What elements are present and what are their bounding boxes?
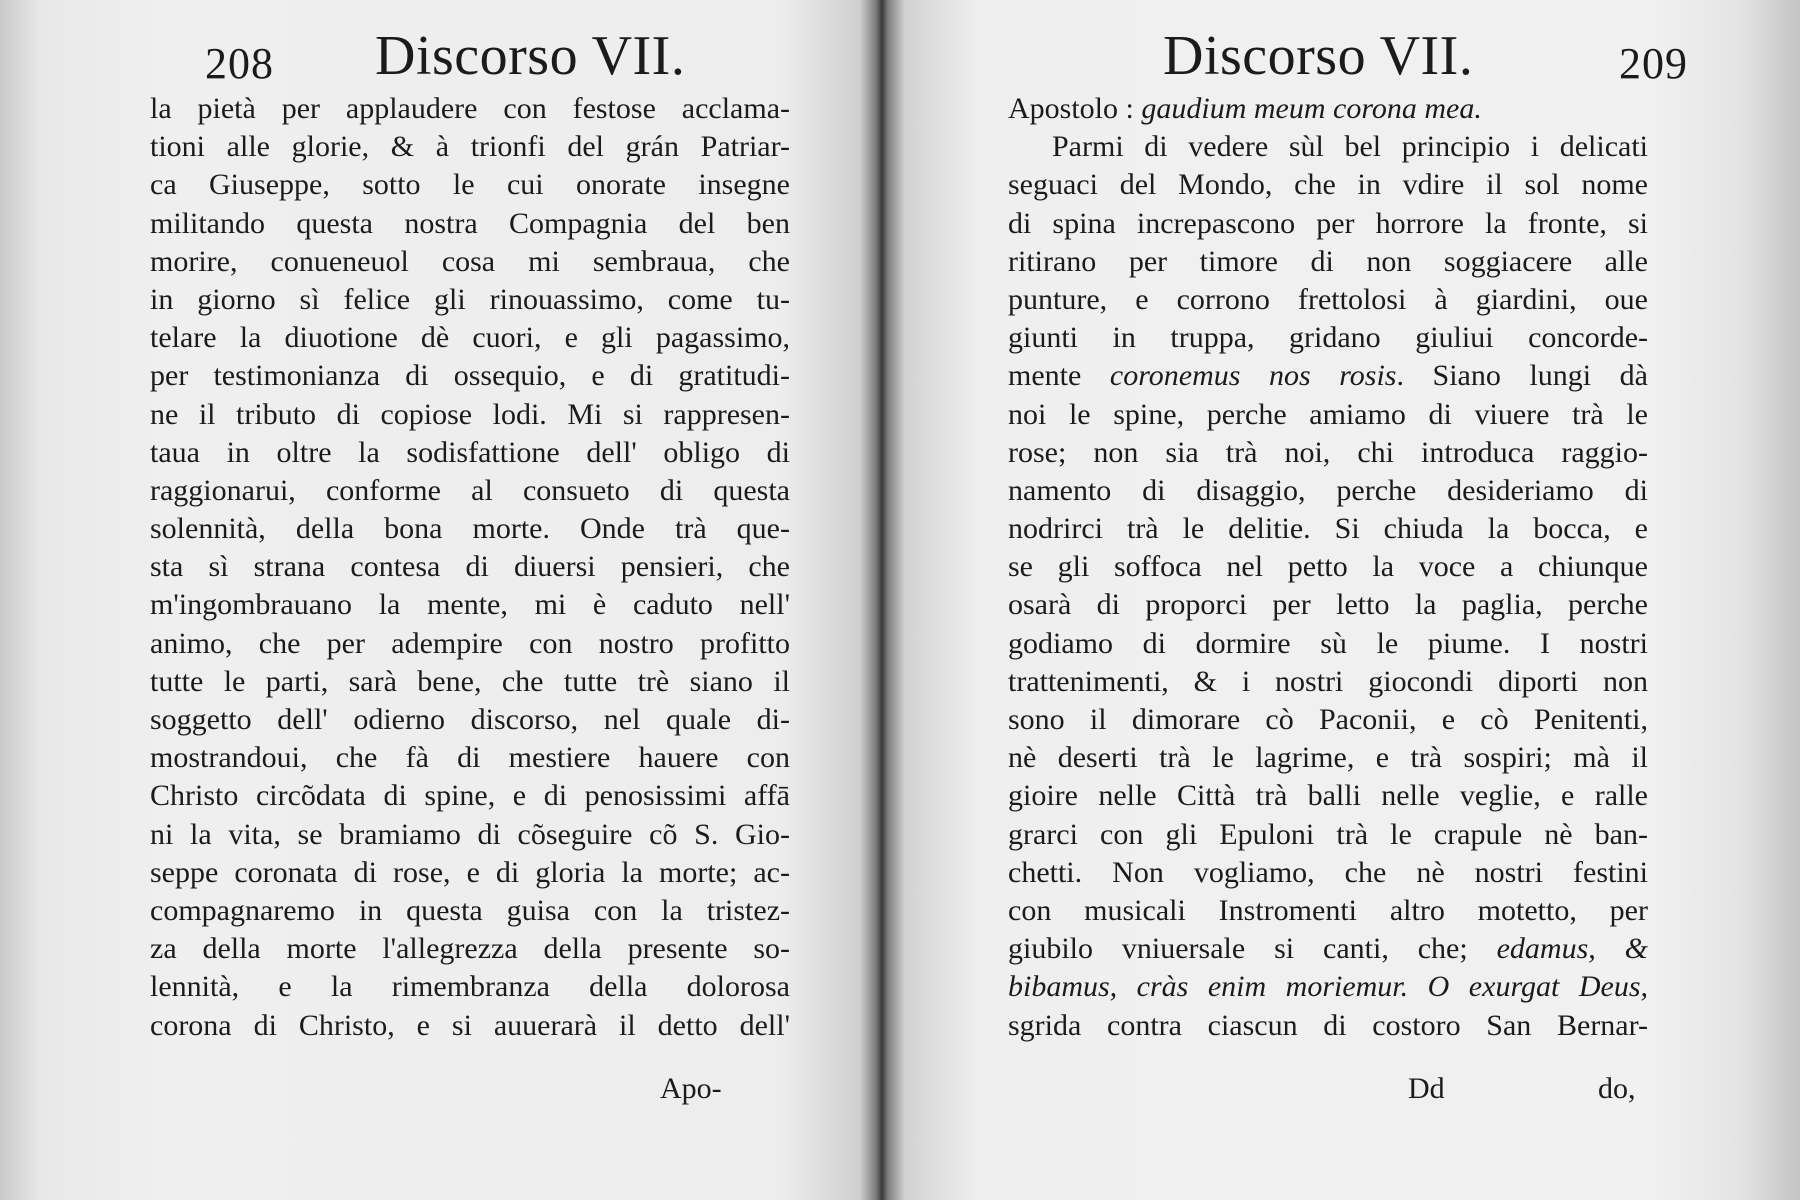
text-line: taua in oltre la sodisfattione dell' obligo di [150,435,790,469]
text-line: animo, che per adempire con nostro profitto [150,626,790,660]
right-running-title: Discorso VII. [1163,25,1474,87]
text-line [1008,1007,1648,1045]
text-segment: godiamo di dormire sù le piume. I nostri [1008,626,1648,660]
text-line: ni la vita, se bramiamo di cõseguire cõ S. Gio- [150,817,790,851]
left-running-head [150,24,790,94]
right-text-block [1008,90,1648,1045]
left-page [150,0,790,1200]
text-line [1008,930,1648,968]
text-segment: osarà di proporci per letto la paglia, perche [1008,588,1648,622]
text-line: la pietà per applaudere con festose acclama- [150,92,790,125]
text-segment: rose; non sia trà noi, chi introduca raggio- [1008,435,1648,469]
text-line: in giorno sì felice gli rinouassimo, come tu- [150,282,790,316]
text-segment: sono il dimorare cò Paconii, e cò Penitenti, [1008,703,1648,736]
text-line [1008,357,1648,395]
left-running-title: Discorso VII. [375,25,686,87]
text-line [1008,166,1648,204]
text-segment: nè deserti trà le lagrime, e trà sospiri; mà il [1008,741,1648,775]
text-line [1008,816,1648,854]
text-line [1008,90,1648,128]
text-line: raggionarui, conforme al consueto di questa [150,473,790,507]
text-line: militando questa nostra Compagnia del ben [150,206,790,240]
text-segment: seguaci del Mondo, che in vdire il sol nome [1008,168,1648,202]
right-page-number: 209 [1619,39,1688,88]
text-line [1008,625,1648,663]
text-line [1008,281,1648,319]
text-segment: mente [1008,359,1110,393]
text-segment: . Siano lungi dà [1396,359,1648,393]
text-line [1008,854,1648,892]
text-line [1008,128,1648,166]
text-line [1008,777,1648,815]
text-segment: grarci con gli Epuloni trà le crapule nè ban- [1008,817,1648,851]
latin-quote: bibamus, cràs enim moriemur. O exurgat Deus, [1008,970,1648,1004]
right-running-head [1008,24,1688,94]
text-line [1008,663,1648,701]
text-line: za della morte l'allegrezza della presente so- [150,932,790,966]
text-line [1008,968,1648,1006]
text-line: tioni alle glorie, & à trionfi del grán Patriar- [150,130,790,164]
text-line [1008,205,1648,243]
text-segment: se gli soffoca nel petto la voce a chiunque [1008,550,1648,584]
text-segment: punture, e corrono frettolosi à giardini, oue [1008,282,1648,316]
text-line [1008,396,1648,434]
text-line: solennità, della bona morte. Onde trà que- [150,512,790,546]
text-segment: trattenimenti, & i nostri giocondi diporti non [1008,664,1648,698]
text-segment: di spina increpascono per horrore la fronte, si [1008,206,1648,240]
text-line [1008,510,1648,548]
text-line: sta sì strana contesa di diuersi pensieri, che [150,550,790,584]
signature-mark: Dd [1408,1072,1445,1105]
text-line: Christo circõdata di spine, e di penosissimi affā [150,779,790,813]
text-segment: gioire nelle Città trà balli nelle veglie, e ralle [1008,779,1648,813]
text-line [1008,701,1648,739]
text-line: seppe coronata di rose, e di gloria la morte; ac- [150,855,790,889]
text-line: ne il tributo di copiose lodi. Mi si rappresen- [150,397,790,431]
text-line [1008,739,1648,777]
text-line: soggetto dell' odierno discorso, nel quale di- [150,703,790,736]
text-segment: giunti in truppa, gridano giuliui concorde- [1008,321,1648,355]
text-segment: namento di disaggio, perche desideriamo di [1008,473,1648,507]
text-line: lennità, e la rimembranza della dolorosa [150,970,790,1004]
text-segment: noi le spine, perche amiamo di viuere trà le [1008,397,1648,431]
text-line: mostrandoui, che fà di mestiere hauere con [150,741,790,775]
text-line [1008,319,1648,357]
text-segment: ritirano per timore di non soggiacere alle [1008,244,1648,278]
latin-quote: gaudium meum corona mea. [1141,92,1482,125]
text-line [1008,243,1648,281]
text-segment: sgrida contra ciascun di costoro San Bernar- [1008,1008,1648,1042]
left-catchword: Apo- [660,1072,722,1105]
left-page-number: 208 [205,39,274,88]
text-line: m'ingombrauano la mente, mi è caduto nell' [150,588,790,622]
text-segment: nodrirci trà le delitie. Si chiuda la bocca, e [1008,512,1648,546]
text-line [1008,586,1648,624]
left-text-block [150,90,790,1045]
text-segment: giubilo vniuersale si canti, che; [1008,932,1497,966]
text-line: per testimonianza di ossequio, e di gratitudi- [150,359,790,393]
text-segment: Apostolo : [1008,92,1142,125]
text-line: tutte le parti, sarà bene, che tutte trè siano il [150,664,790,698]
text-segment: chetti. Non vogliamo, che nè nostri festini [1008,855,1648,889]
latin-quote: edamus, & [1496,932,1648,966]
text-line [1008,434,1648,472]
text-line: morire, conueneuol cosa mi sembraua, che [150,244,790,278]
text-segment: con musicali Instromenti altro motetto, per [1008,893,1648,927]
text-segment: Parmi di vedere sùl bel principio i delicati [1052,130,1648,164]
text-line: compagnaremo in questa guisa con la tristez- [150,893,790,927]
text-line [1008,892,1648,930]
text-line [1008,548,1648,586]
right-page [1008,0,1688,1200]
text-line [1008,472,1648,510]
text-line: corona di Christo, e si auuerarà il detto dell' [150,1008,790,1042]
text-line: telare la diuotione dè cuori, e gli pagassimo, [150,321,790,355]
right-catchword: do, [1598,1072,1636,1105]
text-line: ca Giuseppe, sotto le cui onorate insegne [150,168,790,202]
latin-quote: coronemus nos rosis [1109,359,1397,393]
